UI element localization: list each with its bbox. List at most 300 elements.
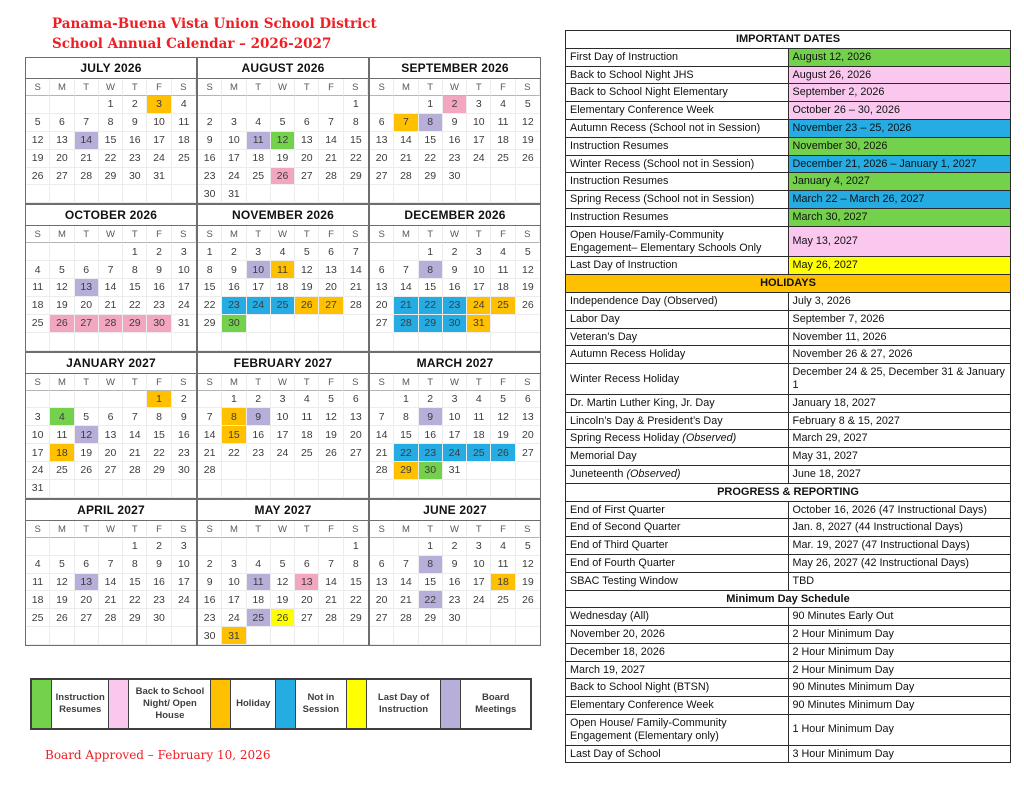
info-row (566, 608, 1011, 626)
weekday-header: T (295, 374, 319, 391)
weekday-header: F (319, 374, 343, 391)
months-grid (25, 57, 541, 646)
day-cell: 9 (443, 114, 467, 132)
day-cell: 6 (370, 114, 394, 132)
weekday-header: M (222, 521, 246, 538)
day-cell (222, 480, 246, 498)
day-cell: 11 (172, 114, 196, 132)
day-cell: 21 (75, 150, 99, 168)
day-cell: 25 (26, 609, 50, 627)
day-cell: 15 (419, 132, 443, 150)
day-cell (99, 185, 123, 203)
day-cell: 18 (271, 279, 295, 297)
day-cell: 15 (419, 574, 443, 592)
info-row (566, 257, 1011, 275)
weekday-header: T (419, 521, 443, 538)
day-cell: 22 (123, 591, 147, 609)
day-cell: 7 (319, 114, 343, 132)
day-cell: 14 (123, 426, 147, 444)
info-row (566, 155, 1011, 173)
weekday-header: T (467, 374, 491, 391)
day-cell: 20 (50, 150, 74, 168)
legend-label: Instruction Resumes (55, 692, 105, 715)
day-cell: 15 (123, 279, 147, 297)
day-cell: 28 (99, 609, 123, 627)
weekday-header: T (75, 374, 99, 391)
day-cell: 1 (222, 391, 246, 409)
day-cell: 13 (99, 426, 123, 444)
info-row (566, 448, 1011, 466)
day-cell (26, 627, 50, 645)
day-cell: 2 (419, 391, 443, 409)
info-label: Back to School Night (BTSN) (566, 679, 789, 697)
info-row (566, 328, 1011, 346)
day-cell: 16 (123, 132, 147, 150)
day-cell: 12 (295, 261, 319, 279)
info-row (566, 501, 1011, 519)
day-cell: 20 (319, 279, 343, 297)
day-cell: 21 (394, 150, 418, 168)
legend-item (108, 680, 210, 728)
day-cell (198, 96, 222, 114)
info-value: October 26 – 30, 2026 (788, 102, 1011, 120)
weekday-header: F (147, 374, 171, 391)
month-title: NOVEMBER 2026 (198, 205, 368, 226)
info-row (566, 537, 1011, 555)
info-label: Juneteenth (Observed) (566, 465, 789, 483)
day-cell: 30 (172, 462, 196, 480)
day-cell: 9 (198, 574, 222, 592)
weekday-header: S (198, 374, 222, 391)
month-title: AUGUST 2026 (198, 58, 368, 79)
month-day-grid (198, 79, 368, 203)
day-cell (516, 168, 540, 186)
day-cell-pink: 2 (443, 96, 467, 114)
day-cell: 17 (222, 591, 246, 609)
weekday-header: S (26, 226, 50, 243)
day-cell (419, 627, 443, 645)
day-cell (172, 480, 196, 498)
day-cell: 1 (123, 538, 147, 556)
info-value: May 31, 2027 (788, 448, 1011, 466)
day-cell: 10 (443, 408, 467, 426)
day-cell (147, 185, 171, 203)
day-cell: 19 (516, 574, 540, 592)
weekday-header: T (123, 79, 147, 96)
day-cell: 29 (419, 168, 443, 186)
weekday-header: M (50, 521, 74, 538)
day-cell: 19 (26, 150, 50, 168)
day-cell: 8 (198, 261, 222, 279)
day-cell (99, 333, 123, 351)
day-cell (394, 333, 418, 351)
day-cell: 9 (443, 261, 467, 279)
day-cell: 28 (394, 609, 418, 627)
legend-label: Not in Session (302, 692, 340, 715)
month-april-2027 (25, 499, 197, 646)
weekday-header: F (491, 226, 515, 243)
day-cell (419, 185, 443, 203)
weekday-header: T (123, 521, 147, 538)
day-cell: 27 (370, 609, 394, 627)
info-value: March 30, 2027 (788, 208, 1011, 226)
day-cell: 25 (26, 315, 50, 333)
legend-item (440, 680, 530, 728)
day-cell: 27 (50, 168, 74, 186)
day-cell: 16 (198, 591, 222, 609)
month-june-2027 (369, 499, 541, 646)
day-cell: 19 (50, 591, 74, 609)
day-cell: 12 (516, 556, 540, 574)
day-cell (491, 609, 515, 627)
day-cell: 10 (467, 114, 491, 132)
day-cell: 26 (516, 591, 540, 609)
info-label: Last Day of School (566, 745, 789, 763)
day-cell: 16 (419, 426, 443, 444)
info-value: January 18, 2027 (788, 394, 1011, 412)
day-cell: 6 (370, 261, 394, 279)
day-cell: 21 (123, 444, 147, 462)
day-cell: 10 (222, 132, 246, 150)
info-row (566, 643, 1011, 661)
day-cell (467, 185, 491, 203)
day-cell (295, 538, 319, 556)
weekday-header: S (370, 521, 394, 538)
day-cell-lavender: 11 (247, 132, 271, 150)
weekday-header: S (344, 79, 368, 96)
info-table (565, 30, 1011, 763)
day-cell: 13 (370, 132, 394, 150)
day-cell: 8 (123, 261, 147, 279)
day-cell: 4 (247, 114, 271, 132)
day-cell: 20 (295, 591, 319, 609)
day-cell: 2 (222, 243, 246, 261)
day-cell (50, 333, 74, 351)
day-cell: 22 (123, 297, 147, 315)
day-cell: 1 (198, 243, 222, 261)
day-cell (271, 462, 295, 480)
day-cell: 5 (319, 391, 343, 409)
day-cell (26, 333, 50, 351)
day-cell-lavender: 8 (419, 261, 443, 279)
day-cell (319, 462, 343, 480)
day-cell (172, 185, 196, 203)
day-cell: 7 (99, 556, 123, 574)
info-label-italic: (Observed) (626, 467, 681, 480)
day-cell (344, 185, 368, 203)
day-cell: 19 (295, 279, 319, 297)
day-cell (491, 333, 515, 351)
day-cell: 13 (50, 132, 74, 150)
day-cell: 24 (172, 297, 196, 315)
weekday-header: S (344, 226, 368, 243)
day-cell (344, 480, 368, 498)
info-row (566, 661, 1011, 679)
day-cell (394, 96, 418, 114)
day-cell: 17 (467, 279, 491, 297)
day-cell: 1 (419, 243, 443, 261)
month-title: MARCH 2027 (370, 353, 540, 374)
day-cell: 19 (271, 150, 295, 168)
day-cell: 30 (198, 627, 222, 645)
day-cell: 16 (443, 279, 467, 297)
day-cell-green: 30 (222, 315, 246, 333)
info-label: Autumn Recess (School not in Session) (566, 119, 789, 137)
weekday-header: F (319, 521, 343, 538)
day-cell: 22 (419, 150, 443, 168)
day-cell (172, 627, 196, 645)
info-value: Mar. 19, 2027 (47 Instructional Days) (788, 537, 1011, 555)
day-cell (75, 96, 99, 114)
day-cell (50, 243, 74, 261)
day-cell: 30 (147, 609, 171, 627)
day-cell: 16 (172, 426, 196, 444)
day-cell-orange: 11 (271, 261, 295, 279)
day-cell (295, 480, 319, 498)
weekday-header: S (370, 374, 394, 391)
day-cell: 23 (123, 150, 147, 168)
day-cell: 8 (394, 408, 418, 426)
weekday-header: W (443, 226, 467, 243)
month-day-grid (198, 374, 368, 498)
day-cell (147, 333, 171, 351)
day-cell: 6 (295, 114, 319, 132)
day-cell (491, 480, 515, 498)
day-cell: 4 (26, 261, 50, 279)
legend-swatch-blue (275, 680, 296, 728)
day-cell: 2 (247, 391, 271, 409)
day-cell (50, 480, 74, 498)
page-title-line1: Panama-Buena Vista Union School District (52, 16, 377, 32)
day-cell: 28 (319, 609, 343, 627)
info-label: Memorial Day (566, 448, 789, 466)
day-cell: 8 (123, 556, 147, 574)
day-cell: 21 (394, 591, 418, 609)
info-row (566, 102, 1011, 120)
day-cell-lavender: 8 (419, 556, 443, 574)
weekday-header: T (467, 226, 491, 243)
day-cell: 13 (370, 279, 394, 297)
day-cell: 27 (295, 168, 319, 186)
weekday-header: S (172, 521, 196, 538)
day-cell (419, 333, 443, 351)
day-cell-blue: 26 (491, 444, 515, 462)
weekday-header: S (516, 79, 540, 96)
month-title: DECEMBER 2026 (370, 205, 540, 226)
day-cell (516, 315, 540, 333)
day-cell: 15 (344, 132, 368, 150)
legend-item (346, 680, 441, 728)
legend-item (210, 680, 275, 728)
day-cell: 21 (99, 297, 123, 315)
day-cell: 6 (319, 243, 343, 261)
day-cell: 13 (344, 408, 368, 426)
day-cell: 11 (295, 408, 319, 426)
legend-swatch-pink_light (108, 680, 129, 728)
info-row (566, 572, 1011, 590)
info-label: Open House/Family-Community Engagement– Elementary Schools Only (566, 226, 789, 257)
day-cell: 13 (370, 574, 394, 592)
day-cell: 22 (344, 591, 368, 609)
info-label: Instruction Resumes (566, 173, 789, 191)
day-cell-blue: 23 (443, 297, 467, 315)
day-cell-blue: 29 (419, 315, 443, 333)
info-value: December 21, 2026 – January 1, 2027 (788, 155, 1011, 173)
info-label: Spring Recess Holiday (Observed) (566, 430, 789, 448)
info-value: 1 Hour Minimum Day (788, 715, 1011, 746)
day-cell-pink: 26 (50, 315, 74, 333)
day-cell: 18 (491, 279, 515, 297)
day-cell (344, 462, 368, 480)
info-row (566, 226, 1011, 257)
day-cell: 18 (26, 297, 50, 315)
day-cell: 21 (370, 444, 394, 462)
weekday-header: F (147, 521, 171, 538)
day-cell (123, 333, 147, 351)
weekday-header: T (247, 226, 271, 243)
day-cell: 14 (99, 279, 123, 297)
weekday-header: F (147, 79, 171, 96)
info-label: Independence Day (Observed) (566, 292, 789, 310)
day-cell (50, 538, 74, 556)
legend-label: Board Meetings (475, 692, 517, 715)
day-cell: 18 (247, 150, 271, 168)
day-cell: 17 (172, 279, 196, 297)
legend-swatch-green (32, 680, 52, 728)
day-cell (222, 538, 246, 556)
day-cell: 26 (26, 168, 50, 186)
day-cell (491, 168, 515, 186)
day-cell: 14 (370, 426, 394, 444)
day-cell (123, 391, 147, 409)
weekday-header: F (491, 521, 515, 538)
info-value: 2 Hour Minimum Day (788, 643, 1011, 661)
weekday-header: S (172, 79, 196, 96)
weekday-header: W (443, 521, 467, 538)
board-approved-note: Board Approved – February 10, 2026 (45, 748, 271, 762)
day-cell (123, 627, 147, 645)
day-cell: 16 (247, 426, 271, 444)
info-label-italic: (Observed) (682, 432, 737, 445)
day-cell: 15 (99, 132, 123, 150)
day-cell: 12 (271, 574, 295, 592)
weekday-header: M (50, 226, 74, 243)
day-cell (247, 315, 271, 333)
info-row (566, 394, 1011, 412)
day-cell: 25 (172, 150, 196, 168)
day-cell: 2 (172, 391, 196, 409)
info-row (566, 191, 1011, 209)
info-label: Open House/ Family-Community Engagement (Elementary only) (566, 715, 789, 746)
info-label: End of First Quarter (566, 501, 789, 519)
weekday-header: T (295, 79, 319, 96)
legend (30, 678, 532, 730)
day-cell: 4 (491, 538, 515, 556)
day-cell (370, 391, 394, 409)
day-cell: 10 (271, 408, 295, 426)
day-cell-green: 4 (50, 408, 74, 426)
day-cell: 28 (344, 297, 368, 315)
weekday-header: W (99, 374, 123, 391)
day-cell (491, 462, 515, 480)
day-cell: 10 (467, 556, 491, 574)
day-cell: 15 (419, 279, 443, 297)
month-july-2026 (25, 57, 197, 204)
day-cell: 3 (467, 96, 491, 114)
info-label: Elementary Conference Week (566, 697, 789, 715)
section-header-row (566, 275, 1011, 293)
day-cell: 11 (50, 426, 74, 444)
day-cell-lavender: 8 (419, 114, 443, 132)
day-cell (295, 185, 319, 203)
info-label: End of Third Quarter (566, 537, 789, 555)
day-cell (344, 627, 368, 645)
day-cell-pink: 28 (99, 315, 123, 333)
day-cell: 4 (172, 96, 196, 114)
weekday-header: F (491, 79, 515, 96)
day-cell (394, 185, 418, 203)
info-label: November 20, 2026 (566, 626, 789, 644)
day-cell-orange: 26 (295, 297, 319, 315)
day-cell: 29 (419, 609, 443, 627)
day-cell: 23 (147, 591, 171, 609)
info-row (566, 208, 1011, 226)
weekday-header: F (319, 226, 343, 243)
day-cell: 22 (222, 444, 246, 462)
weekday-header: S (370, 226, 394, 243)
day-cell: 23 (443, 591, 467, 609)
day-cell: 11 (491, 114, 515, 132)
day-cell: 17 (247, 279, 271, 297)
info-value: September 2, 2026 (788, 84, 1011, 102)
month-title: SEPTEMBER 2026 (370, 58, 540, 79)
day-cell (370, 480, 394, 498)
info-row (566, 137, 1011, 155)
day-cell-orange: 29 (394, 462, 418, 480)
day-cell-orange: 18 (491, 574, 515, 592)
day-cell (319, 480, 343, 498)
info-value: February 8 & 15, 2027 (788, 412, 1011, 430)
day-cell: 21 (99, 591, 123, 609)
day-cell (172, 609, 196, 627)
weekday-header: T (295, 226, 319, 243)
day-cell: 20 (75, 591, 99, 609)
day-cell: 25 (295, 444, 319, 462)
day-cell: 7 (198, 408, 222, 426)
day-cell (271, 315, 295, 333)
legend-swatch-yellow (346, 680, 367, 728)
day-cell: 29 (198, 315, 222, 333)
day-cell: 7 (123, 408, 147, 426)
weekday-header: S (370, 79, 394, 96)
day-cell: 8 (344, 114, 368, 132)
day-cell: 7 (394, 261, 418, 279)
day-cell: 10 (172, 556, 196, 574)
day-cell (319, 96, 343, 114)
day-cell (516, 480, 540, 498)
weekday-header: T (419, 79, 443, 96)
day-cell-lavender: 22 (419, 591, 443, 609)
day-cell (467, 333, 491, 351)
day-cell (344, 315, 368, 333)
day-cell: 14 (394, 279, 418, 297)
day-cell: 29 (344, 609, 368, 627)
info-row (566, 310, 1011, 328)
day-cell-lavender: 12 (75, 426, 99, 444)
day-cell (319, 185, 343, 203)
month-day-grid (370, 374, 540, 498)
day-cell: 16 (443, 574, 467, 592)
